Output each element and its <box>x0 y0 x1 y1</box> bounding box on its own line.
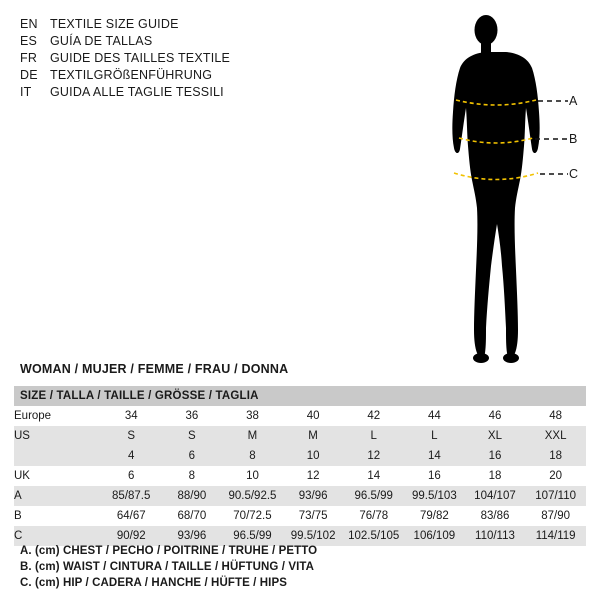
table-row <box>14 406 586 426</box>
row-label: US <box>14 426 101 446</box>
cell: 12 <box>283 466 344 486</box>
table-row <box>14 426 586 446</box>
language-code: EN <box>20 17 38 31</box>
cell: 107/110 <box>525 486 586 506</box>
cell: 93/96 <box>283 486 344 506</box>
cell: 83/86 <box>465 506 526 526</box>
cell: 38 <box>222 406 283 426</box>
language-code: FR <box>20 51 38 65</box>
language-row <box>20 16 320 33</box>
cell: 99.5/103 <box>404 486 465 506</box>
cell: M <box>222 426 283 446</box>
cell: 114/119 <box>525 526 586 546</box>
language-title: GUÍA DE TALLAS <box>50 34 153 48</box>
size-table-wrapper <box>14 386 586 546</box>
cell: 18 <box>465 466 526 486</box>
cell: 14 <box>404 446 465 466</box>
cell: 46 <box>465 406 526 426</box>
language-row <box>20 50 320 67</box>
cell: 93/96 <box>162 526 223 546</box>
cell: 90/92 <box>101 526 162 546</box>
row-label: UK <box>14 466 101 486</box>
legend-item-b: B. (cm) WAIST / CINTURA / TAILLE / HÜFTUNG / VITA <box>20 561 315 573</box>
cell: L <box>404 426 465 446</box>
table-row <box>14 486 586 506</box>
row-label: B <box>14 506 101 526</box>
cell: 102.5/105 <box>343 526 404 546</box>
cell: 48 <box>525 406 586 426</box>
cell: 110/113 <box>465 526 526 546</box>
table-row <box>14 446 586 466</box>
cell: 79/82 <box>404 506 465 526</box>
measure-label-b: B <box>569 132 578 146</box>
cell: 76/78 <box>343 506 404 526</box>
legend-item-a: A. (cm) CHEST / PECHO / POITRINE / TRUHE / PETTO <box>20 545 318 557</box>
cell: 8 <box>162 466 223 486</box>
size-table <box>14 386 586 546</box>
language-row <box>20 84 320 101</box>
cell: 18 <box>525 446 586 466</box>
cell: M <box>283 426 344 446</box>
cell: 42 <box>343 406 404 426</box>
cell: 44 <box>404 406 465 426</box>
cell: 34 <box>101 406 162 426</box>
table-row <box>14 506 586 526</box>
cell: 96.5/99 <box>222 526 283 546</box>
language-list <box>20 16 320 101</box>
female-silhouette-icon <box>420 8 590 368</box>
cell: 70/72.5 <box>222 506 283 526</box>
language-title: GUIDA ALLE TAGLIE TESSILI <box>50 85 224 99</box>
table-row <box>14 466 586 486</box>
measurement-legend <box>20 543 580 591</box>
cell: 16 <box>404 466 465 486</box>
cell: L <box>343 426 404 446</box>
cell: 68/70 <box>162 506 223 526</box>
cell: 14 <box>343 466 404 486</box>
cell: 73/75 <box>283 506 344 526</box>
cell: 40 <box>283 406 344 426</box>
section-title: WOMAN / MUJER / FEMME / FRAU / DONNA <box>20 362 289 376</box>
cell: S <box>101 426 162 446</box>
measure-label-c: C <box>569 167 579 181</box>
cell: 64/67 <box>101 506 162 526</box>
cell: 10 <box>222 466 283 486</box>
cell: 99.5/102 <box>283 526 344 546</box>
cell: 6 <box>101 466 162 486</box>
cell: XL <box>465 426 526 446</box>
language-title: TEXTILGRÖßENFÜHRUNG <box>50 68 213 82</box>
body-figure <box>420 8 590 368</box>
legend-item-c: C. (cm) HIP / CADERA / HANCHE / HÜFTE / HIPS <box>20 577 288 589</box>
row-label: C <box>14 526 101 546</box>
language-code: IT <box>20 85 32 99</box>
table-header-label: SIZE / TALLA / TAILLE / GRÖSSE / TAGLIA <box>14 386 586 406</box>
cell: 10 <box>283 446 344 466</box>
language-title: TEXTILE SIZE GUIDE <box>50 17 179 31</box>
language-code: ES <box>20 34 38 48</box>
cell: 96.5/99 <box>343 486 404 506</box>
cell: 106/109 <box>404 526 465 546</box>
measure-label-a: A <box>569 94 578 108</box>
cell: 87/90 <box>525 506 586 526</box>
table-header-row <box>14 386 586 406</box>
language-row <box>20 33 320 50</box>
cell: 88/90 <box>162 486 223 506</box>
cell: S <box>162 426 223 446</box>
cell: XXL <box>525 426 586 446</box>
row-label <box>14 446 101 466</box>
language-code: DE <box>20 68 38 82</box>
row-label: A <box>14 486 101 506</box>
language-row <box>20 67 320 84</box>
cell: 36 <box>162 406 223 426</box>
cell: 8 <box>222 446 283 466</box>
cell: 16 <box>465 446 526 466</box>
cell: 6 <box>162 446 223 466</box>
cell: 4 <box>101 446 162 466</box>
row-label: Europe <box>14 406 101 426</box>
cell: 20 <box>525 466 586 486</box>
language-title: GUIDE DES TAILLES TEXTILE <box>50 51 231 65</box>
cell: 12 <box>343 446 404 466</box>
cell: 85/87.5 <box>101 486 162 506</box>
cell: 104/107 <box>465 486 526 506</box>
cell: 90.5/92.5 <box>222 486 283 506</box>
